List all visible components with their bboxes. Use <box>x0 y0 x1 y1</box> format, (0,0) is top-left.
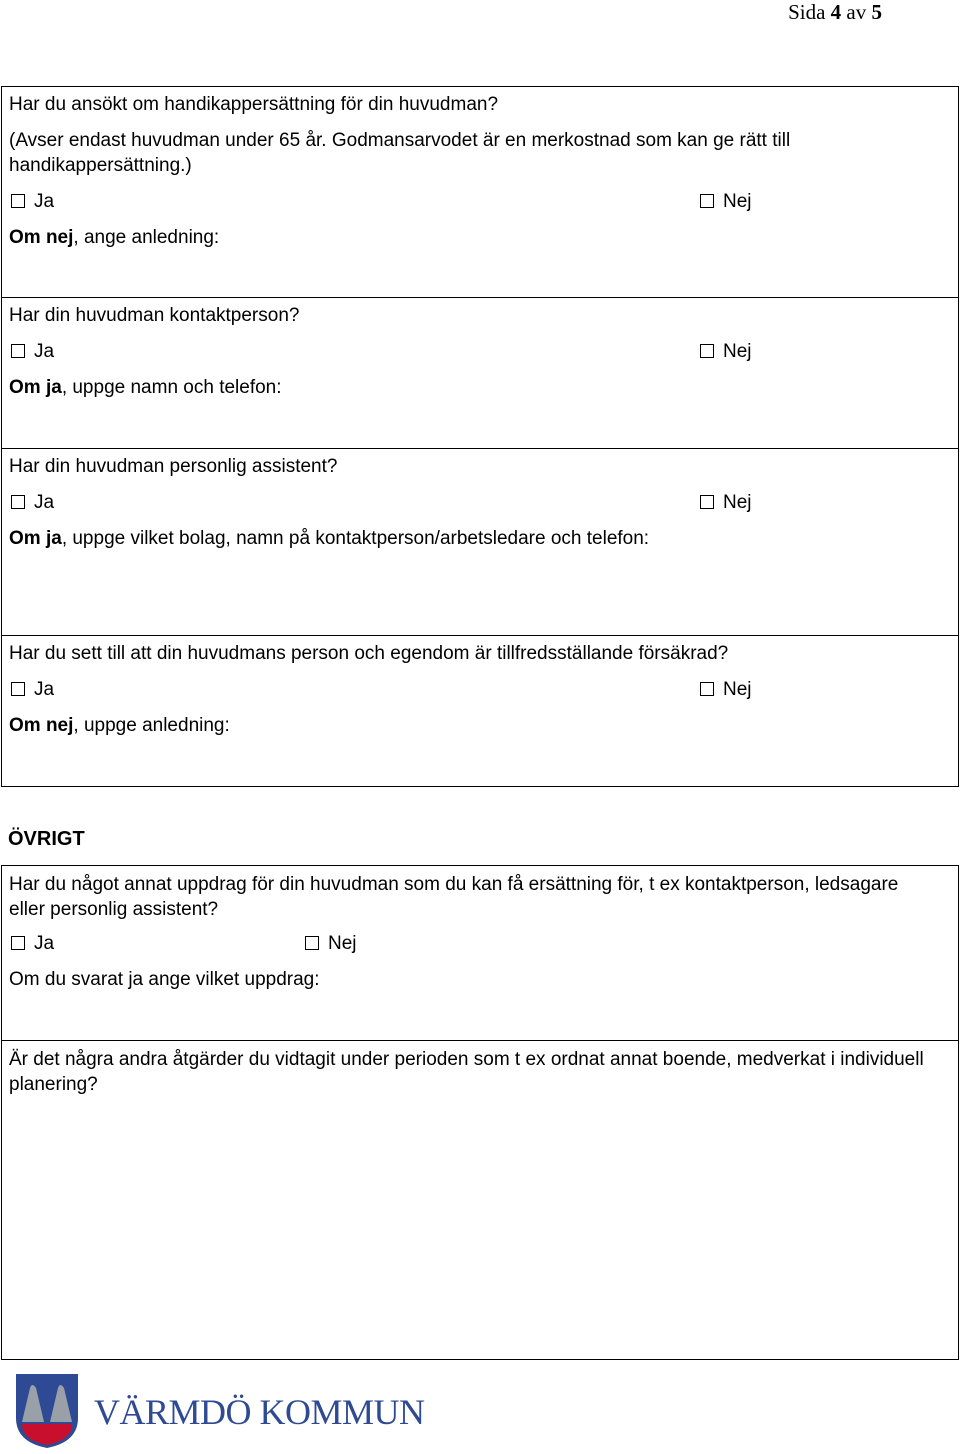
checkbox-icon[interactable] <box>700 495 714 509</box>
shield-base <box>22 1424 72 1445</box>
section-andra-atgarder <box>1 1040 959 1360</box>
question-text: Har du något annat uppdrag för din huvudman som du kan få ersättning för, t ex kontaktperson, ledsagare eller personlig assistent? <box>9 874 899 920</box>
question-text: Har du ansökt om handikappersättning för din huvudman? <box>9 94 499 115</box>
section-kontaktperson <box>1 297 959 449</box>
follow-up-label: Om nej, ange anledning: <box>9 227 220 248</box>
ovrigt-heading: ÖVRIGT <box>8 828 85 850</box>
logo-text: VÄRMDÖ KOMMUN <box>94 1392 425 1432</box>
question-text: Har du sett till att din huvudmans person och egendom är tillfredsställande försäkrad? <box>9 643 729 664</box>
checkbox-icon[interactable] <box>11 682 25 696</box>
option-yes[interactable]: Ja <box>11 341 54 363</box>
note-text: (Avser endast huvudman under 65 år. Godmansarvodet är en merkostnad som kan ge rätt till handikappersättning.) <box>9 130 791 176</box>
follow-up-label: Om ja, uppge vilket bolag, namn på kontaktperson/arbetsledare och telefon: <box>9 528 650 549</box>
checkbox-icon[interactable] <box>11 194 25 208</box>
option-yes[interactable]: Ja <box>11 191 54 213</box>
checkbox-icon[interactable] <box>305 936 319 950</box>
page-number: Sida 4 av 5 <box>788 0 882 24</box>
question-text: Är det några andra åtgärder du vidtagit under perioden som t ex ordnat annat boende, medverkat i individuell planering? <box>9 1049 924 1095</box>
checkbox-icon[interactable] <box>700 194 714 208</box>
section-forsakring <box>1 635 959 787</box>
question-text: Har din huvudman personlig assistent? <box>9 456 338 477</box>
section-annat-uppdrag <box>1 865 959 1041</box>
option-no[interactable]: Nej <box>700 679 752 701</box>
section-personlig-assistent <box>1 448 959 636</box>
varmdo-kommun-logo <box>16 1372 425 1448</box>
checkbox-icon[interactable] <box>700 682 714 696</box>
checkbox-icon[interactable] <box>11 936 25 950</box>
option-no[interactable]: Nej <box>700 191 752 213</box>
option-yes[interactable]: Ja <box>11 492 54 514</box>
checkbox-icon[interactable] <box>700 344 714 358</box>
option-no[interactable]: Nej <box>700 341 752 363</box>
follow-up-label: Om ja, uppge namn och telefon: <box>9 377 282 398</box>
follow-up-label: Om du svarat ja ange vilket uppdrag: <box>9 969 320 990</box>
option-yes[interactable]: Ja <box>11 679 54 701</box>
option-yes[interactable]: Ja <box>11 933 54 955</box>
section-handikappersattning <box>1 86 959 298</box>
option-no[interactable]: Nej <box>700 492 752 514</box>
question-text: Har din huvudman kontaktperson? <box>9 305 300 326</box>
checkbox-icon[interactable] <box>11 344 25 358</box>
checkbox-icon[interactable] <box>11 495 25 509</box>
follow-up-label: Om nej, uppge anledning: <box>9 715 230 736</box>
option-no[interactable]: Nej <box>305 933 357 955</box>
